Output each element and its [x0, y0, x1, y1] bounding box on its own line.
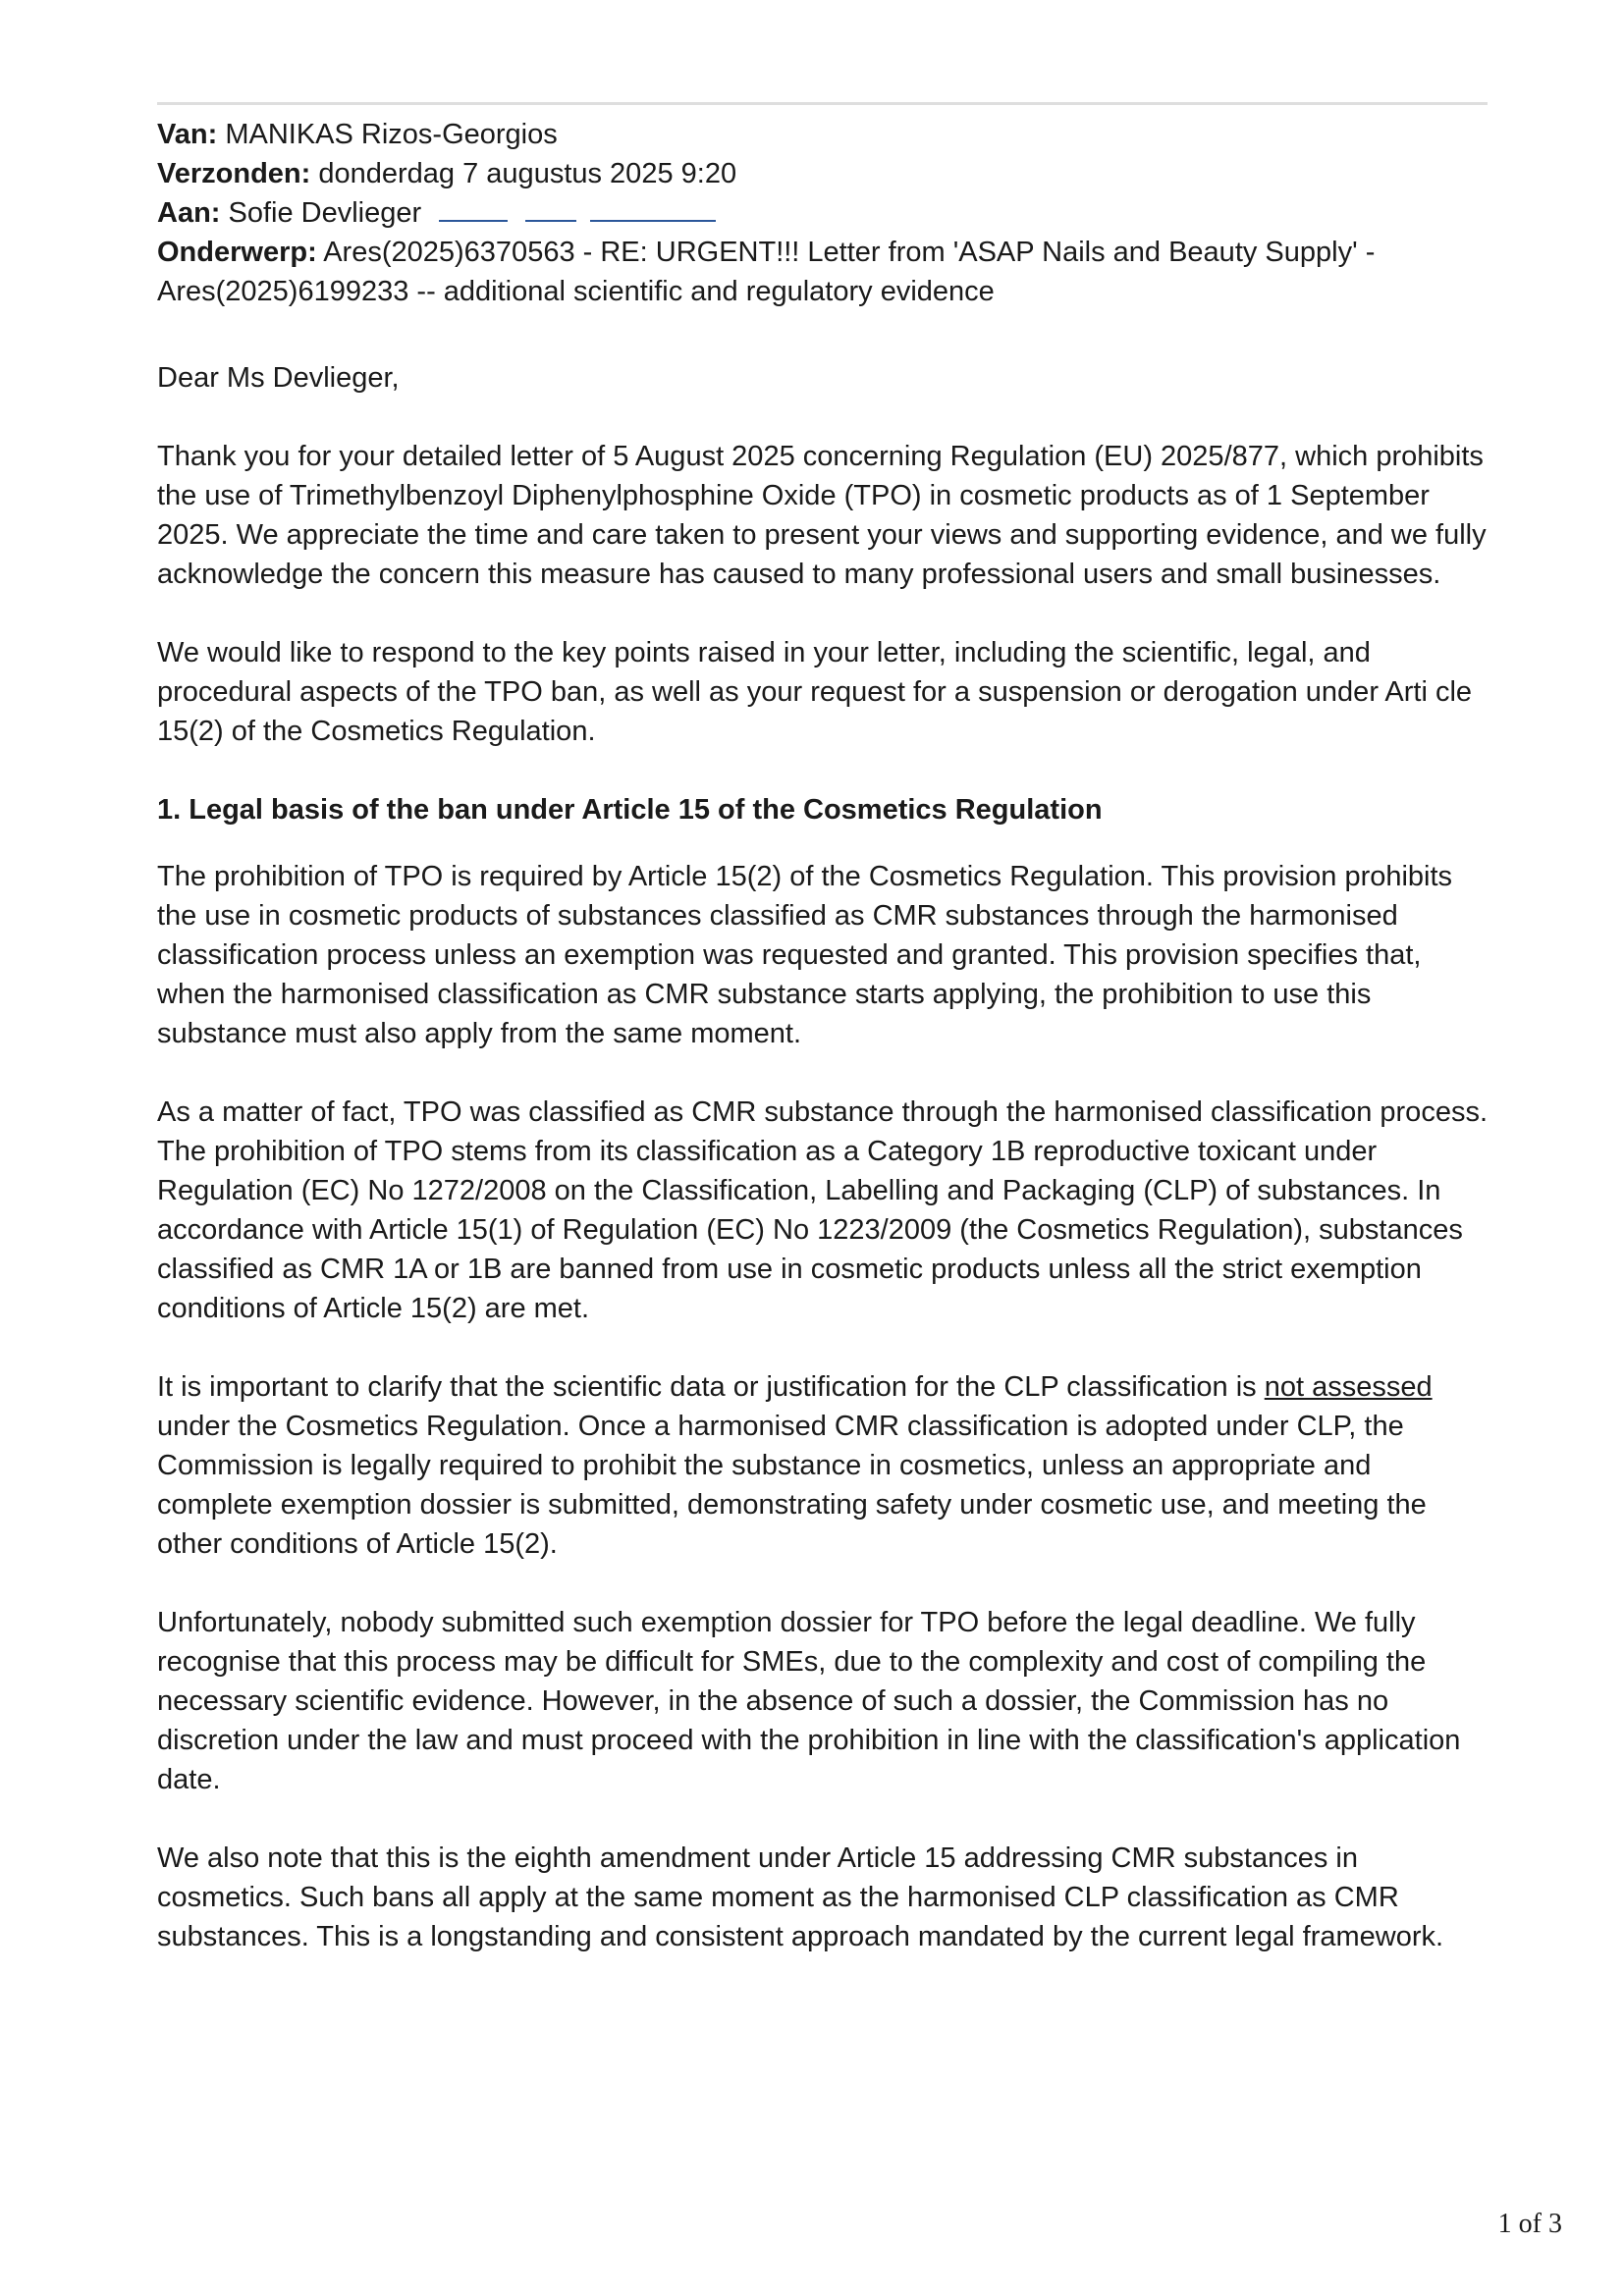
- paragraph-5-end: under the Cosmetics Regulation. Once a harmonised CMR classification is adopted under CLP, the Commission is legally required to prohibit the substance in cosmetics, unless an appropriate and complete exemption dossier is submitted, demonstrating safety under cosmetic use, and meeting the other conditions of Article 15(2).: [157, 1411, 1427, 1560]
- paragraph-4: As a matter of fact, TPO was classified as CMR substance through the harmonised classification process. The prohibition of TPO stems from its classification as a Category 1B reproductive toxicant under Regulation (EC) No 1272/2008 on the Classification, Labelling and Packaging (CLP) of substances. In accordance with Article 15(1) of Regulation (EC) No 1223/2009 (the Cosmetics Regulation), substances classified as CMR 1A or 1B are banned from use in cosmetic products unless all the strict exemption conditions of Article 15(2) are met.: [157, 1096, 1488, 1324]
- sent-label: Verzonden:: [157, 158, 311, 189]
- from-label: Van:: [157, 119, 218, 150]
- header-separator: [157, 102, 1488, 105]
- section-1-heading: 1. Legal basis of the ban under Article 15 of the Cosmetics Regulation: [157, 794, 1103, 826]
- letter-body: [157, 358, 1488, 1996]
- subject-row-continued: [157, 272, 1488, 311]
- from-value: MANIKAS Rizos-Georgios: [225, 119, 558, 150]
- subject-line-2: Ares(2025)6199233 -- additional scientific and regulatory evidence: [157, 276, 995, 307]
- paragraph-7: We also note that this is the eighth amendment under Article 15 addressing CMR substances in cosmetics. Such bans all apply at the same moment as the harmonised CLP classification as CMR substances. This is a longstanding and consistent approach mandated by the current legal framework.: [157, 1842, 1444, 1952]
- paragraph-2: We would like to respond to the key points raised in your letter, including the scientific, legal, and procedural aspects of the TPO ban, as well as your request for a suspension or derogation under Arti cle 15(2) of the Cosmetics Regulation.: [157, 637, 1473, 747]
- paragraph-6: Unfortunately, nobody submitted such exemption dossier for TPO before the legal deadline. We fully recognise that this process may be difficult for SMEs, due to the complexity and cost of compiling the necessary scientific evidence. However, in the absence of such a dossier, the Commission has no discretion under the law and must proceed with the prohibition in line with the classification's application date.: [157, 1607, 1461, 1795]
- redacted-recipient-3: [590, 194, 716, 222]
- sent-row: [157, 154, 1488, 193]
- redacted-recipient-1: [439, 194, 508, 222]
- subject-row: [157, 233, 1488, 272]
- salutation: Dear Ms Devlieger,: [157, 362, 400, 394]
- to-label: Aan:: [157, 197, 221, 229]
- to-row: [157, 193, 1488, 233]
- paragraph-3: The prohibition of TPO is required by Article 15(2) of the Cosmetics Regulation. This provision prohibits the use in cosmetic products of substances classified as CMR substances through the harmonised classification process unless an exemption was requested and granted. This provision specifies that, when the harmonised classification as CMR substance starts applying, the prohibition to use this substance must also apply from the same moment.: [157, 861, 1453, 1049]
- email-header: [157, 115, 1488, 311]
- paragraph-1: Thank you for your detailed letter of 5 August 2025 concerning Regulation (EU) 2025/877, which prohibits the use of Trimethylbenzoyl Diphenylphosphine Oxide (TPO) in cosmetic products as of 1 September 2025. We appreciate the time and care taken to present your views and supporting evidence, and we fully acknowledge the concern this measure has caused to many professional users and small businesses.: [157, 441, 1487, 590]
- paragraph-5-start: It is important to clarify that the scientific data or justification for the CLP classification is: [157, 1371, 1265, 1403]
- to-value: Sofie Devlieger: [228, 197, 422, 229]
- page-number: 1 of 3: [1497, 2209, 1562, 2239]
- subject-line-1: Ares(2025)6370563 - RE: URGENT!!! Letter from 'ASAP Nails and Beauty Supply' -: [323, 237, 1376, 268]
- paragraph-5: [157, 1367, 1488, 1564]
- subject-label: Onderwerp:: [157, 237, 317, 268]
- underlined-not-assessed: not assessed: [1264, 1371, 1433, 1403]
- sent-value: donderdag 7 augustus 2025 9:20: [318, 158, 737, 189]
- from-row: [157, 115, 1488, 154]
- redacted-recipient-2: [525, 194, 576, 222]
